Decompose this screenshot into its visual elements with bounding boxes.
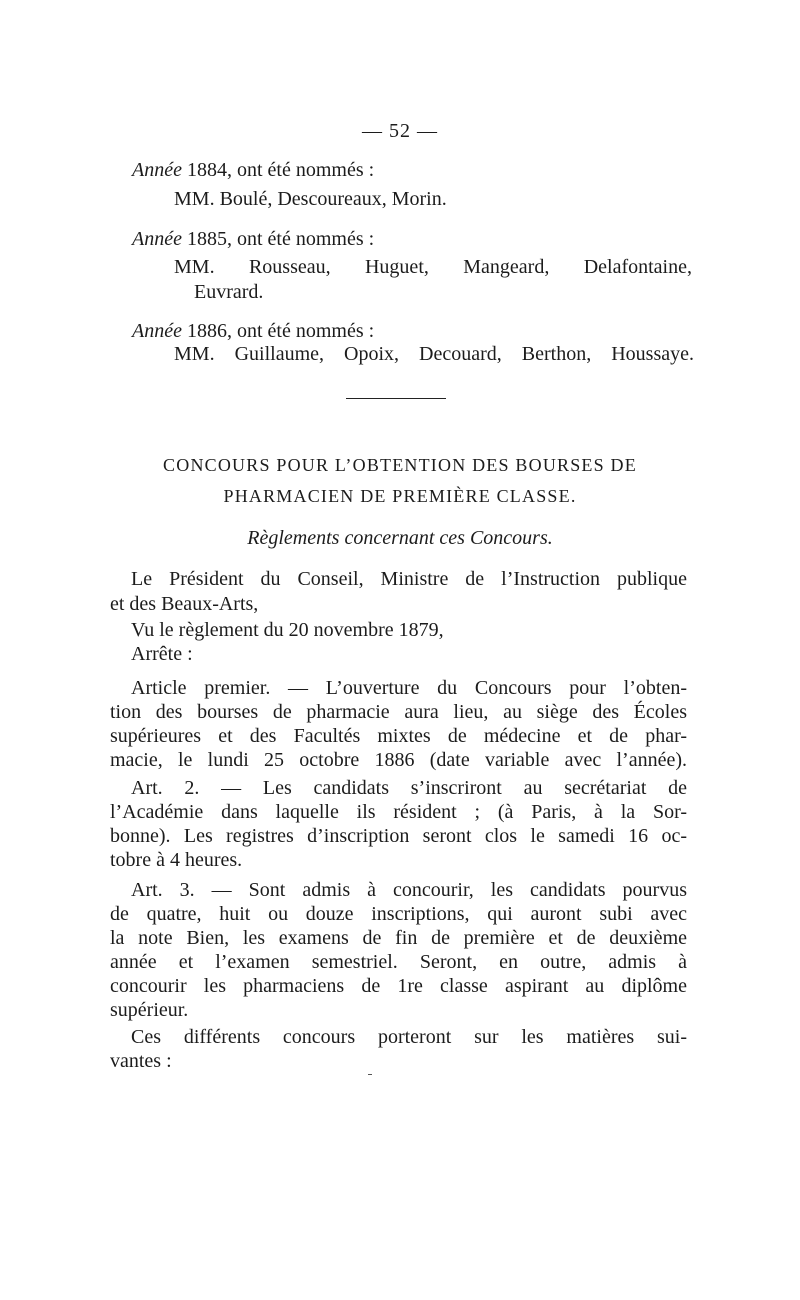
year-text: 1885, ont été nommés :	[181, 228, 375, 250]
body-line-9: Art. 2. — Les candidats s’inscriront au secrétariat de	[131, 777, 687, 799]
section-divider	[346, 398, 446, 399]
ink-speck	[368, 1074, 372, 1075]
year-1885-names-2: Euvrard.	[194, 281, 264, 303]
body-line-8: macie, le lundi 25 octobre 1886 (date variable avec l’année).	[110, 749, 687, 771]
body-line-13: Art. 3. — Sont admis à concourir, les candidats pourvus	[131, 879, 687, 901]
year-1885-names-1: MM. Rousseau, Huguet, Mangeard, Delafontaine,	[174, 256, 692, 278]
body-line-18: supérieur.	[110, 999, 189, 1021]
body-line-1: Le Président du Conseil, Ministre de l’Instruction publique	[131, 568, 687, 590]
body-line-2: et des Beaux-Arts,	[110, 593, 259, 615]
body-line-6: tion des bourses de pharmacie aura lieu, au siège des Écoles	[110, 701, 687, 723]
body-line-7: supérieures et des Facultés mixtes de médecine et de phar-	[110, 725, 687, 747]
year-text: 1884, ont été nommés :	[181, 159, 375, 181]
year-label: Année	[132, 228, 182, 250]
body-line-12: tobre à 4 heures.	[110, 849, 243, 871]
section-title-line-2: PHARMACIEN DE PREMIÈRE CLASSE.	[223, 486, 577, 506]
year-1884-names: MM. Boulé, Descoureaux, Morin.	[174, 188, 447, 210]
section-subtitle: Règlements concernant ces Concours.	[247, 527, 553, 549]
body-line-17: concourir les pharmaciens de 1re classe aspirant au diplôme	[110, 975, 687, 997]
page-number: — 52 —	[362, 120, 438, 142]
body-line-5: Article premier. — L’ouverture du Concours pour l’obten-	[131, 677, 687, 699]
body-line-19: Ces différents concours porteront sur les matières sui-	[131, 1026, 687, 1048]
body-line-10: l’Académie dans laquelle ils résident ; (à Paris, à la Sor-	[110, 801, 687, 823]
body-line-16: année et l’examen semestriel. Seront, en outre, admis à	[110, 951, 687, 973]
body-line-15: la note Bien, les examens de fin de première et de deuxième	[110, 927, 687, 949]
body-line-20: vantes :	[110, 1050, 172, 1072]
body-line-3: Vu le règlement du 20 novembre 1879,	[131, 619, 444, 641]
year-1885-heading	[132, 226, 374, 252]
year-1884-heading	[132, 157, 374, 183]
body-line-4: Arrête :	[131, 643, 193, 665]
year-label: Année	[132, 320, 182, 342]
year-1886-names: MM. Guillaume, Opoix, Decouard, Berthon, Houssaye.	[174, 343, 694, 365]
body-line-14: de quatre, huit ou douze inscriptions, qui auront subi avec	[110, 903, 687, 925]
body-line-11: bonne). Les registres d’inscription seront clos le samedi 16 oc-	[110, 825, 687, 847]
section-title-line-1: CONCOURS POUR L’OBTENTION DES BOURSES DE	[163, 455, 637, 475]
year-text: 1886, ont été nommés :	[181, 320, 375, 342]
year-label: Année	[132, 159, 182, 181]
